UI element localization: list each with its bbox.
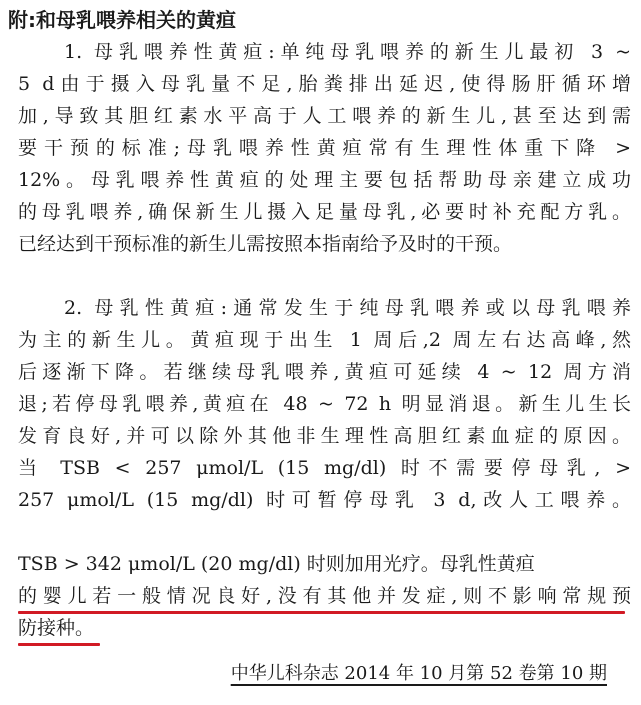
red-underline	[18, 643, 100, 646]
highlighted-line: 防接种。	[18, 617, 95, 639]
text-line: 发育良好,并可以除外其他非生理性高胆红素血症的原因。	[18, 425, 631, 447]
text-line: 要干预的标准;母乳喂养性黄疸常有生理性体重下降 >	[18, 137, 631, 159]
red-underline	[18, 611, 625, 614]
text-line: 5 d由于摄入母乳量不足,胎粪排出延迟,使得肠肝循环增	[18, 73, 631, 95]
text-line	[18, 552, 535, 576]
text-line: 2. 母乳性黄疸:通常发生于纯母乳喂养或以母乳喂养	[64, 297, 631, 319]
text-segment: TSB > 342 μmol/L (20 mg/dl) 时则加用光疗。	[18, 553, 440, 575]
text-line: 257 μmol/L (15 mg/dl) 时可暂停母乳 3 d,改人工喂养。	[18, 489, 631, 511]
journal-citation: 中华儿科杂志 2014 年 10 月第 52 卷第 10 期	[230, 663, 607, 684]
text-line: 退;若停母乳喂养,黄疸在 48 ~ 72 h 明显消退。新生儿生长	[18, 393, 631, 415]
text-line: 1. 母乳喂养性黄疸:单纯母乳喂养的新生儿最初 3 ~	[64, 41, 631, 63]
highlighted-text: 母乳性黄疸	[440, 553, 535, 576]
section-heading: 附:和母乳喂养相关的黄疸	[8, 8, 236, 32]
text-line: 已经达到干预标准的新生儿需按照本指南给予及时的干预。	[18, 233, 513, 255]
text-line: 为主的新生儿。黄疸现于出生 1 周后,2 周左右达高峰,然	[18, 329, 631, 351]
text-line: 12%。母乳喂养性黄疸的处理主要包括帮助母亲建立成功	[18, 169, 631, 191]
text-line: 当 TSB < 257 μmol/L (15 mg/dl) 时不需要停母乳, >	[18, 457, 631, 479]
text-line: 的母乳喂养,确保新生儿摄入足量母乳,必要时补充配方乳。	[18, 201, 631, 223]
text-line: 后逐渐下降。若继续母乳喂养,黄疸可延续 4 ~ 12 周方消	[18, 361, 631, 383]
text-line: 加,导致其胆红素水平高于人工喂养的新生儿,甚至达到需	[18, 105, 631, 127]
highlighted-line: 的婴儿若一般情况良好,没有其他并发症,则不影响常规预	[18, 585, 631, 607]
